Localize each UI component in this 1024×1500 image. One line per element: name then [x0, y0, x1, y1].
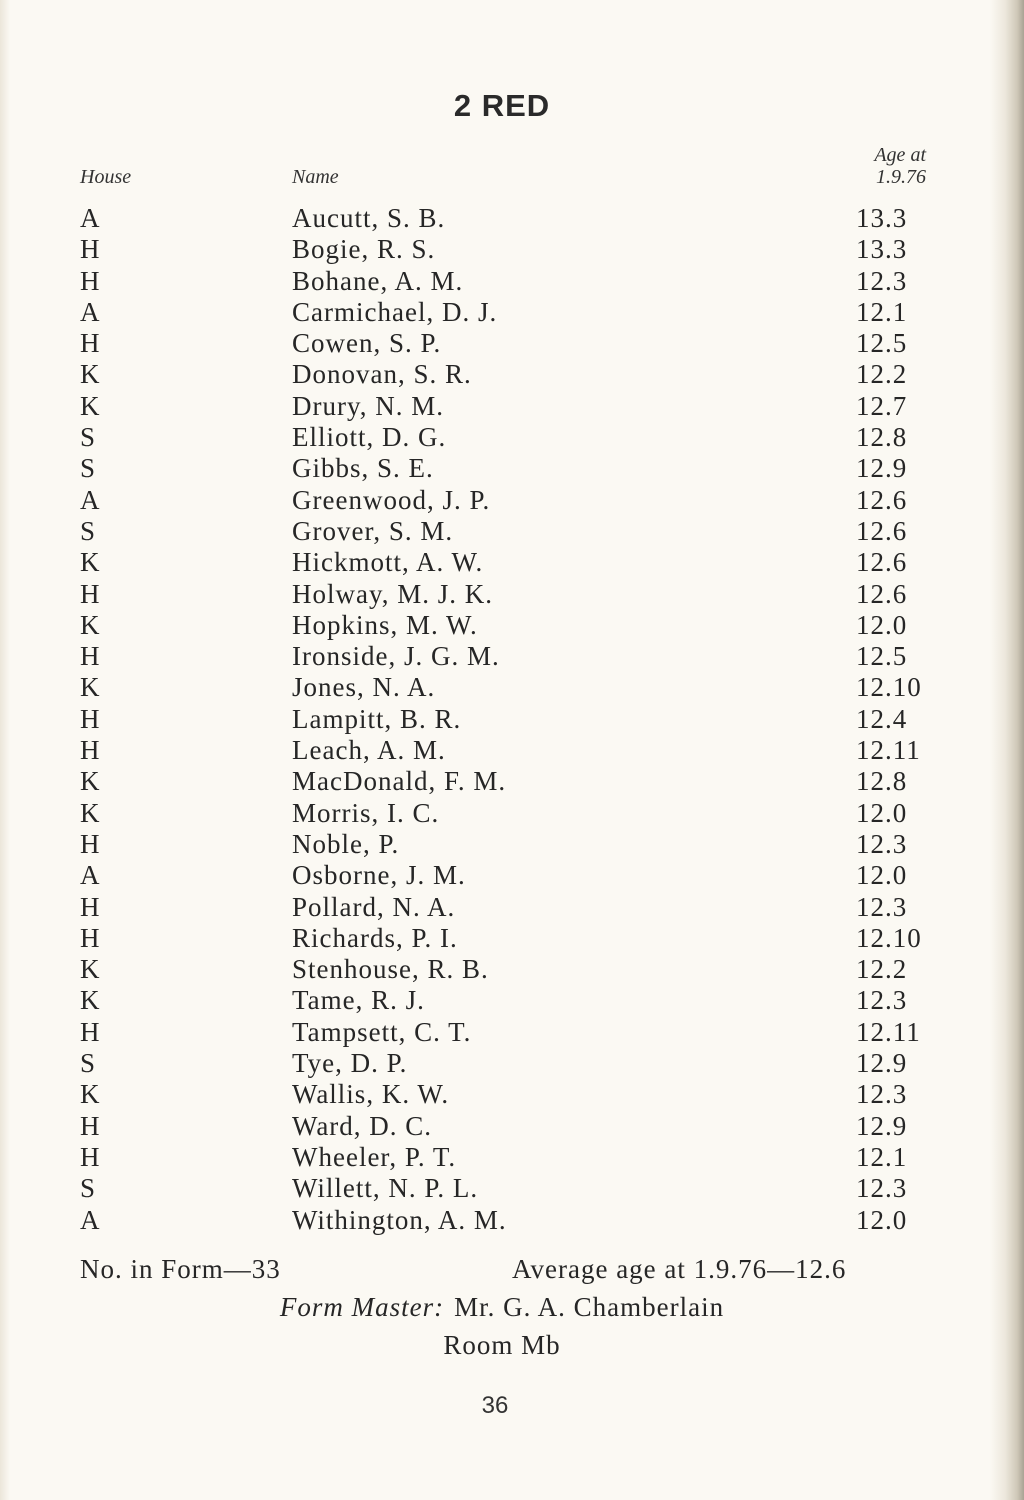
form-master-label: Form Master: — [279, 1292, 445, 1322]
column-header-age-line2: 1.9.76 — [876, 166, 926, 188]
student-age: 12.9 — [856, 1110, 908, 1141]
student-house: H — [80, 328, 101, 359]
student-name: Lampitt, B. R. — [292, 703, 462, 734]
student-row — [0, 766, 1000, 797]
student-name: Pollard, N. A. — [292, 891, 456, 922]
student-house: S — [80, 1173, 97, 1204]
student-age: 12.6 — [856, 484, 908, 515]
student-name: Hopkins, M. W. — [292, 609, 478, 640]
student-house: H — [80, 703, 101, 734]
student-row — [0, 1017, 1000, 1048]
student-row — [0, 1079, 1000, 1110]
student-house: H — [80, 234, 101, 265]
student-name: Ward, D. C. — [292, 1110, 433, 1141]
student-name: Holway, M. J. K. — [292, 578, 493, 609]
student-age: 12.3 — [856, 828, 908, 859]
student-house: H — [80, 922, 101, 953]
student-name: Leach, A. M. — [292, 735, 446, 766]
student-row — [0, 547, 1000, 578]
student-name: Aucutt, S. B. — [292, 203, 446, 233]
student-age: 12.1 — [856, 1141, 908, 1172]
student-row — [0, 985, 1000, 1016]
student-house: K — [80, 1079, 101, 1110]
student-name: Tye, D. P. — [292, 1048, 408, 1079]
student-house: H — [80, 891, 101, 922]
student-row — [0, 610, 1000, 641]
student-age: 12.0 — [856, 1204, 908, 1235]
student-house: A — [80, 484, 101, 515]
student-house: K — [80, 954, 101, 985]
student-house: H — [80, 265, 101, 296]
page-title: 2 RED — [453, 88, 551, 123]
student-name: Grover, S. M. — [292, 515, 454, 546]
student-house: K — [80, 797, 101, 828]
student-house: H — [80, 1141, 101, 1172]
student-name: Wallis, K. W. — [292, 1079, 450, 1110]
student-house: H — [80, 735, 101, 766]
student-name: Noble, P. — [292, 828, 400, 859]
student-age: 12.9 — [856, 453, 908, 484]
student-age: 12.6 — [856, 547, 908, 578]
student-row — [0, 328, 1000, 359]
student-age: 12.6 — [856, 578, 908, 609]
student-house: K — [80, 766, 101, 797]
student-row — [0, 704, 1000, 735]
student-row — [0, 1205, 1000, 1236]
student-name: Hickmott, A. W. — [292, 547, 484, 578]
student-house: S — [80, 422, 97, 453]
student-age: 12.10 — [856, 922, 922, 953]
student-house: K — [80, 390, 101, 421]
student-house: A — [80, 1204, 101, 1235]
student-row — [0, 1142, 1000, 1173]
student-row — [0, 672, 1000, 703]
student-house: H — [80, 1110, 101, 1141]
student-list — [0, 203, 1000, 1236]
student-age: 12.9 — [856, 1048, 908, 1079]
student-age: 12.10 — [856, 672, 922, 703]
column-header-age — [800, 144, 926, 188]
student-row — [0, 485, 1000, 516]
student-row — [0, 422, 1000, 453]
student-name: Ironside, J. G. M. — [292, 641, 500, 672]
student-age: 12.2 — [856, 954, 908, 985]
student-row — [0, 579, 1000, 610]
student-row — [0, 735, 1000, 766]
student-house: K — [80, 547, 101, 578]
student-house: S — [80, 515, 97, 546]
student-name: Withington, A. M. — [292, 1204, 507, 1235]
student-age: 12.0 — [856, 797, 908, 828]
student-house: H — [80, 578, 101, 609]
student-row — [0, 641, 1000, 672]
student-row — [0, 453, 1000, 484]
student-house: H — [80, 828, 101, 859]
student-name: Elliott, D. G. — [292, 422, 447, 453]
student-name: Carmichael, D. J. — [292, 296, 498, 327]
student-row — [0, 203, 1000, 234]
student-name: Stenhouse, R. B. — [292, 954, 489, 985]
student-age: 12.1 — [856, 296, 908, 327]
column-header-name: Name — [292, 166, 339, 188]
room: Room Mb — [443, 1330, 561, 1360]
student-age: 12.11 — [856, 735, 921, 766]
student-name: Wheeler, P. T. — [292, 1141, 457, 1172]
student-name: Jones, N. A. — [292, 672, 436, 703]
form-master-name: Mr. G. A. Chamberlain — [454, 1292, 725, 1322]
student-house: K — [80, 359, 101, 390]
student-name: Richards, P. I. — [292, 922, 458, 953]
student-house: A — [80, 860, 101, 891]
column-header-age-line1: Age at — [874, 144, 926, 166]
student-house: S — [80, 453, 97, 484]
student-age: 12.7 — [856, 390, 908, 421]
student-name: Tampsett, C. T. — [292, 1016, 472, 1047]
student-house: K — [80, 609, 101, 640]
student-name: Osborne, J. M. — [292, 860, 466, 891]
student-house: K — [80, 985, 101, 1016]
student-age: 13.3 — [856, 234, 908, 265]
student-row — [0, 266, 1000, 297]
student-name: Drury, N. M. — [292, 390, 444, 421]
student-row — [0, 391, 1000, 422]
student-row — [0, 359, 1000, 390]
student-age: 12.3 — [856, 1173, 908, 1204]
student-row — [0, 297, 1000, 328]
student-name: Donovan, S. R. — [292, 359, 472, 390]
column-header-house: House — [80, 166, 132, 188]
student-age: 12.3 — [856, 891, 908, 922]
student-row — [0, 829, 1000, 860]
student-name: MacDonald, F. M. — [292, 766, 507, 797]
student-house: K — [80, 672, 101, 703]
student-row — [0, 234, 1000, 265]
student-name: Greenwood, J. P. — [292, 484, 491, 515]
student-age: 12.8 — [856, 422, 908, 453]
student-house: A — [80, 203, 101, 233]
form-average-age: Average age at 1.9.76—12.6 — [512, 1254, 847, 1284]
student-row — [0, 516, 1000, 547]
student-name: Bogie, R. S. — [292, 234, 436, 265]
student-house: H — [80, 641, 101, 672]
student-age: 12.8 — [856, 766, 908, 797]
student-age: 12.4 — [856, 703, 908, 734]
student-row — [0, 860, 1000, 891]
student-name: Willett, N. P. L. — [292, 1173, 479, 1204]
student-name: Bohane, A. M. — [292, 265, 464, 296]
student-age: 12.0 — [856, 609, 908, 640]
student-house: S — [80, 1048, 97, 1079]
student-row — [0, 1111, 1000, 1142]
form-master — [0, 1292, 1004, 1323]
student-row — [0, 954, 1000, 985]
student-name: Cowen, S. P. — [292, 328, 442, 359]
student-row — [0, 923, 1000, 954]
student-row — [0, 798, 1000, 829]
student-name: Gibbs, S. E. — [292, 453, 434, 484]
student-name: Tame, R. J. — [292, 985, 425, 1016]
student-age: 12.11 — [856, 1016, 921, 1047]
student-row — [0, 1048, 1000, 1079]
student-age: 12.3 — [856, 265, 908, 296]
student-age: 12.3 — [856, 1079, 908, 1110]
page-number: 36 — [481, 1392, 509, 1419]
form-count: No. in Form—33 — [80, 1254, 281, 1284]
student-age: 12.5 — [856, 328, 908, 359]
student-age: 12.3 — [856, 985, 908, 1016]
student-age: 12.2 — [856, 359, 908, 390]
student-row — [0, 1173, 1000, 1204]
student-house: H — [80, 1016, 101, 1047]
student-age: 12.0 — [856, 860, 908, 891]
student-age: 12.5 — [856, 641, 908, 672]
student-house: A — [80, 296, 101, 327]
student-age: 12.6 — [856, 515, 908, 546]
student-age: 13.3 — [856, 203, 908, 233]
student-name: Morris, I. C. — [292, 797, 440, 828]
student-row — [0, 892, 1000, 923]
